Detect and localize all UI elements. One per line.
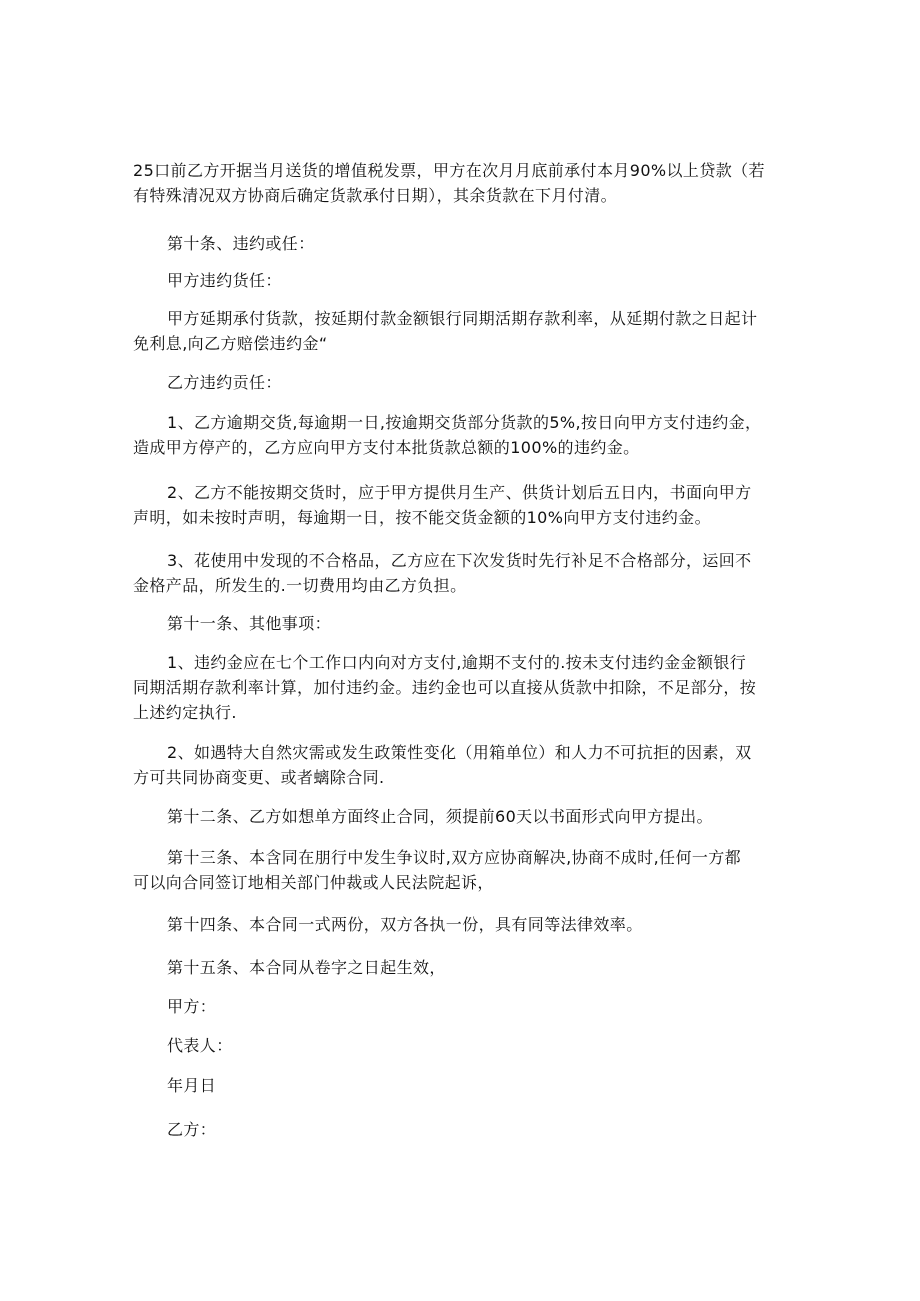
clause-1-late-delivery <box>133 410 773 460</box>
party-a-signature-label <box>133 994 773 1019</box>
text-line: 代表人： <box>167 1036 233 1055</box>
text-line: 1、违约金应在七个工作口内向对方支付,逾期不支付的.按未支付违约金金额银行 <box>167 653 747 672</box>
representative-label <box>133 1033 773 1058</box>
text-line: 第十五条、本合同从卷字之日起生效， <box>167 958 446 977</box>
date-label <box>133 1073 773 1098</box>
text-line: 免利息,向乙方赔偿违约金“ <box>133 334 328 353</box>
text-line: 造成甲方停产的，乙方应向甲方支付本批货款总额的100%的违约金。 <box>133 438 640 457</box>
party-b-signature-label <box>133 1117 773 1142</box>
text-line: 3、花使用中发现的不合格品，乙方应在下次发货时先行补足不合格部分，运回不 <box>167 551 752 570</box>
text-line: 乙方： <box>167 1120 217 1139</box>
article-13-paragraph <box>133 845 773 895</box>
article-15-paragraph <box>133 955 773 980</box>
clause-3-defective-goods <box>133 548 773 598</box>
text-line: 25口前乙方开据当月送货的增值税发票，甲方在次月月底前承付本月90%以上贷款（若 <box>133 161 765 180</box>
text-line: 1、乙方逾期交货,每逾期一日,按逾期交货部分货款的5%,按日向甲方支付违约金， <box>167 413 762 432</box>
text-line: 金格产品，所发生的.一切费用均由乙方负担。 <box>133 576 467 595</box>
article-12-paragraph <box>133 804 773 829</box>
article-10-heading <box>133 231 773 256</box>
text-line: 乙方违约贡任： <box>167 373 282 392</box>
text-line: 有特殊清况双方协商后确定货款承付日期），其余货款在下月付清。 <box>133 186 618 205</box>
text-line: 甲方： <box>167 997 217 1016</box>
text-line: 上述约定执行. <box>133 703 237 722</box>
text-line: 年月日 <box>167 1076 217 1095</box>
clause-2-delivery-notice <box>133 480 773 530</box>
article-11-clause-2 <box>133 740 773 790</box>
party-a-liability-paragraph <box>133 306 773 356</box>
payment-terms-paragraph <box>133 158 773 208</box>
article-11-heading <box>133 611 773 636</box>
text-line: 2、乙方不能按期交货时，应于甲方提供月生产、供货计划后五日内，书面向甲方 <box>167 483 752 502</box>
text-line: 甲方延期承付货款，按延期付款金额银行同期活期存款利率，从延期付款之日起计 <box>167 309 758 328</box>
text-line: 第十一条、其他事项： <box>167 614 332 633</box>
text-line: 方可共同协商变更、或者螭除合同. <box>133 768 385 787</box>
article-11-clause-1 <box>133 650 773 725</box>
party-b-liability-heading <box>133 370 773 395</box>
text-line: 第十三条、本含同在朋行中发生争议时,双方应协商解决,协商不成时,任何一方都 <box>167 848 742 867</box>
text-line: 2、如遇特大自然灾需或发生政策性变化（用箱单位）和人力不可抗拒的因素，双 <box>167 743 752 762</box>
party-a-liability-heading <box>133 268 773 293</box>
text-line: 甲方违约货任： <box>167 271 282 290</box>
text-line: 第十条、违约或任： <box>167 234 315 253</box>
text-line: 可以向合同签订地相关部门仲裁或人民法院起诉， <box>133 873 494 892</box>
text-line: 第十四条、本合同一式两份，双方各执一份，具有同等法律效率。 <box>167 915 643 934</box>
text-line: 同期活期存款利率计算，加付违约金。违约金也可以直接从货款中扣除，不足部分，按 <box>133 678 757 697</box>
text-line: 第十二条、乙方如想单方面终止合同，须提前60天以书面形式向甲方提出。 <box>167 807 713 826</box>
text-line: 声明，如未按时声明，每逾期一日，按不能交货金额的10%向甲方支付违约金。 <box>133 508 711 527</box>
article-14-paragraph <box>133 912 773 937</box>
